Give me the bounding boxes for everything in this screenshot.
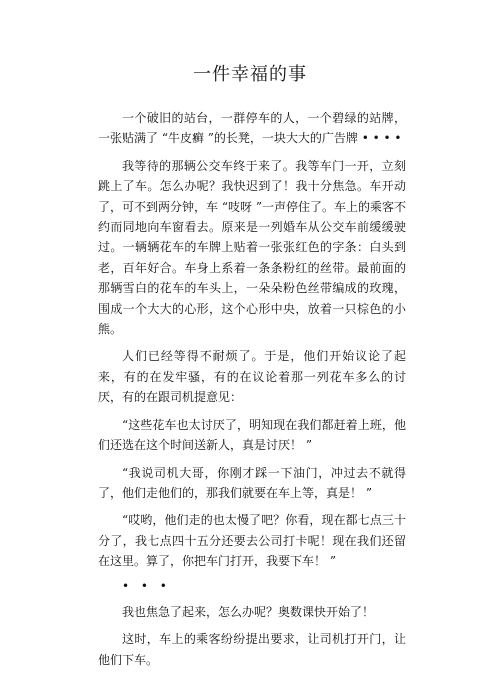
paragraph-1: 一个破旧的站台，一群停车的人，一个碧绿的站牌，一张贴满了 “牛皮癣 ”的长凳，一块大大的广告牌 • • • •: [98, 111, 406, 146]
ellipsis-dots: • • •: [122, 578, 171, 593]
quote-2: “我说司机大哥，你刚才踩一下油门，冲过去不就得了，他们走他们的，那我们就要在车上等，真是！ ”: [98, 465, 406, 500]
quote-1: “这些花车也太讨厌了，明知现在我们都赶着上班，他们还选在这个时间送新人，真是讨厌！ ”: [98, 417, 406, 453]
page-title: 一件幸福的事: [193, 64, 307, 85]
paragraph-5: 这时，车上的乘客纷纷提出要求，让司机打开门，让他们下车。: [98, 632, 406, 667]
paragraph-2: 我等待的那辆公交车终于来了。我等车门一开，立刻跳上了车。怎么办呢？我快迟到了！我十分焦急。车开动了，可不到两分钟，车 “吱呀 ”一声停住了。车上的乘客不约而同地向车窗看去。原来是一列婚车从公交车前缓缓驶过。一辆辆花车的车牌上贴着一张张红色的字条：白头到老，百年好合。车身上系着一条条粉红的丝带。最前面的那辆雪白的花车的车头上，一朵朵粉色丝带编成的玫瑰，围成一个大大的心形，这个心形中央，放着一只棕色的小熊。: [98, 158, 406, 337]
quote-3: “哎哟，他们走的也太慢了吧？你看，现在都七点三十分了，我七点四十五分还要去公司打卡呢！现在我们还留在这里。算了，你把车门打开，我要下车！ ”: [98, 513, 406, 569]
article-body: [98, 108, 406, 677]
paragraph-3: 人们已经等得不耐烦了。于是，他们开始议论了起来，有的在发牢骚，有的在议论着那一列花车多么的讨厌，有的在跟司机提意见：: [98, 349, 406, 405]
paragraph-4: 我也焦急了起来，怎么办呢？奥数课快开始了！: [122, 604, 375, 619]
